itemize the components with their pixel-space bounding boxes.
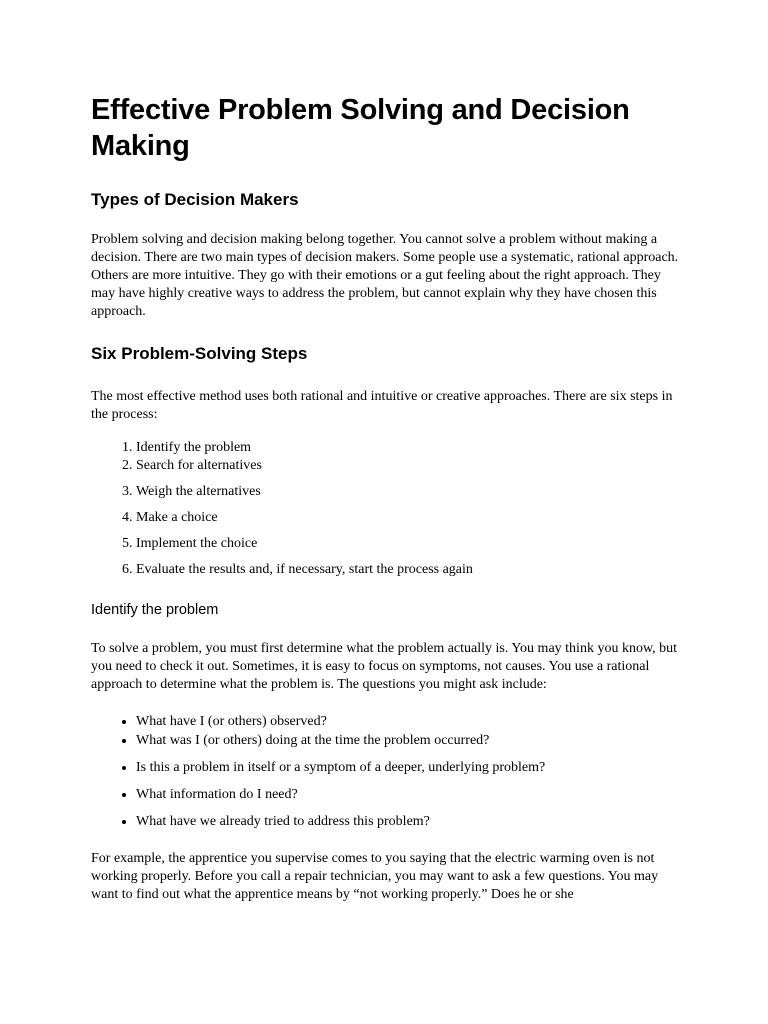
paragraph-decision-makers: Problem solving and decision making belong together. You cannot solve a problem without making a decision. There are two main types of decision makers. Some people use a systematic, rational approach. Others are more intuitive. They go with their emotions or a gut feeling about the right approach. They may have highly creative ways to address the problem, but cannot explain why they have chosen this approach. [91, 232, 679, 319]
step-item: 4. Make a choice [136, 509, 681, 527]
question-item: • What information do I need? [136, 785, 681, 804]
question-item: • What have we already tried to address this problem? [136, 812, 681, 831]
step-item: 6. Evaluate the results and, if necessary, start the process again [136, 561, 681, 579]
section-heading-six-steps: Six Problem-Solving Steps [91, 344, 308, 363]
section-heading-types-of-decision-makers: Types of Decision Makers [91, 190, 299, 209]
questions-list [91, 712, 681, 831]
paragraph-six-steps-intro: The most effective method uses both rational and intuitive or creative approaches. There are six steps in the process: [91, 389, 673, 422]
document-page [91, 92, 681, 904]
document-title: Effective Problem Solving and Decision Making [91, 94, 630, 162]
step-item: 5. Implement the choice [136, 535, 681, 553]
step-item: 3. Weigh the alternatives [136, 483, 681, 501]
paragraph-identify-problem: To solve a problem, you must first determine what the problem actually is. You may think you know, but you need to check it out. Sometimes, it is easy to focus on symptoms, not causes. You use a rational approach to determine what the problem is. The questions you might ask include: [91, 641, 678, 692]
subsection-heading-identify-the-problem: Identify the problem [91, 602, 219, 618]
steps-list [91, 439, 681, 579]
step-item: 2. Search for alternatives [136, 457, 681, 475]
paragraph-example: For example, the apprentice you supervise comes to you saying that the electric warming oven is not working properly. Before you call a repair technician, you may want to ask a few questions. You may want to find out what the apprentice means by “not working properly.” Does he or she [91, 851, 659, 902]
question-item: • What have I (or others) observed? [136, 712, 681, 731]
question-item: • Is this a problem in itself or a symptom of a deeper, underlying problem? [136, 758, 681, 777]
step-item: 1. Identify the problem [136, 439, 681, 457]
question-item: • What was I (or others) doing at the time the problem occurred? [136, 731, 681, 750]
